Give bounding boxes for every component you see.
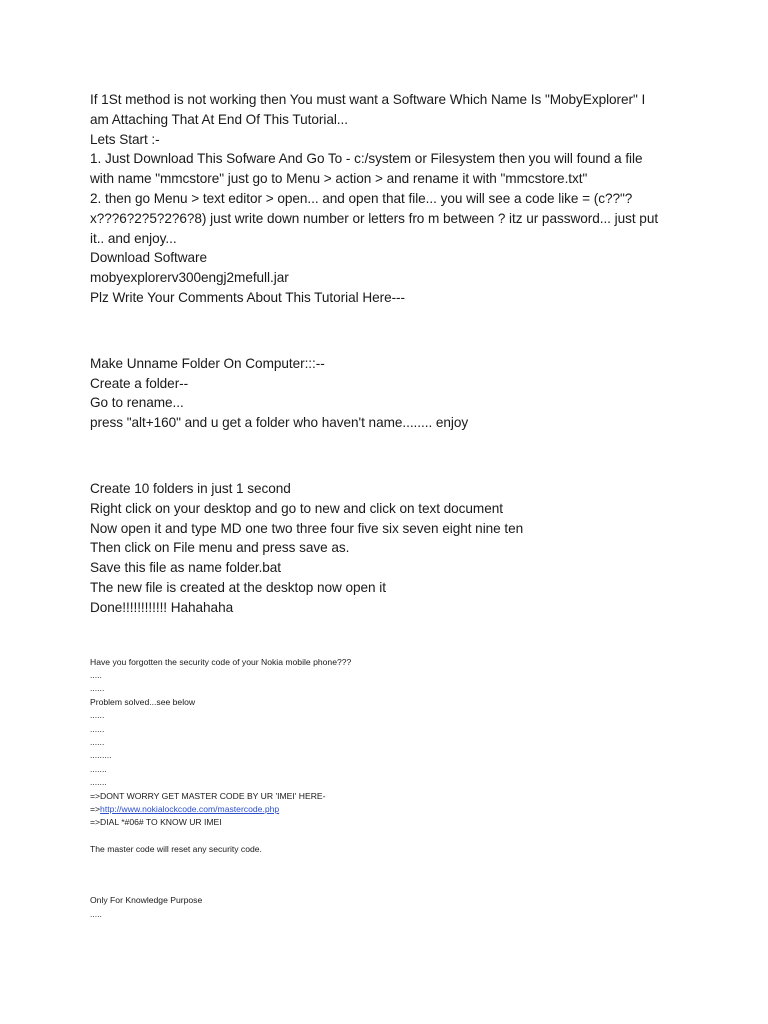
link-prefix: => bbox=[90, 804, 101, 814]
text-line: Now open it and type MD one two three four five six seven eight nine ten bbox=[90, 520, 524, 536]
text-line: 1. Just Download This Sofware And Go To - c:/system or Filesystem then you will found a file bbox=[90, 151, 643, 167]
text-line: 2. then go Menu > text editor > open... and open that file... you will see a code like = (c??"? bbox=[90, 190, 633, 206]
section-unname-folder bbox=[90, 354, 690, 433]
text-line: ...... bbox=[90, 683, 105, 694]
text-line: x???6?2?5?2?6?8) just write down number or letters fro m between ? itz ur password... just put bbox=[90, 210, 659, 226]
text-line: ..... bbox=[90, 669, 102, 680]
spacer bbox=[90, 433, 690, 479]
text-line: Save this file as name folder.bat bbox=[90, 560, 282, 576]
text-line: ...... bbox=[90, 710, 105, 721]
text-line: Lets Start :- bbox=[90, 131, 160, 147]
text-line: ....... bbox=[90, 763, 107, 774]
text-line: Download Software bbox=[90, 250, 208, 266]
link-line bbox=[90, 803, 690, 816]
text-line: Have you forgotten the security code of your Nokia mobile phone??? bbox=[90, 656, 352, 667]
document-page bbox=[90, 90, 690, 921]
master-code-link[interactable]: http://www.nokialockcode.com/mastercode.php bbox=[100, 804, 280, 814]
text-line: ......... bbox=[90, 750, 112, 761]
text-line: The new file is created at the desktop now open it bbox=[90, 579, 386, 595]
section-moby-explorer bbox=[90, 90, 690, 308]
text-line: it.. and enjoy... bbox=[90, 230, 177, 246]
reset-line: The master code will reset any security code. bbox=[90, 843, 262, 854]
text-line: Go to rename... bbox=[90, 395, 184, 411]
section-ten-folders bbox=[90, 479, 690, 618]
text-line: am Attaching That At End Of This Tutorial... bbox=[90, 111, 348, 127]
spacer bbox=[90, 308, 690, 354]
master-code-line: =>DONT WORRY GET MASTER CODE BY UR 'IMEI' HERE- bbox=[90, 790, 326, 801]
text-line: Done!!!!!!!!!!!! Hahahaha bbox=[90, 599, 234, 615]
text-line: ...... bbox=[90, 723, 105, 734]
text-line: press "alt+160" and u get a folder who haven't name........ enjoy bbox=[90, 415, 469, 431]
text-line: Make Unname Folder On Computer:::-- bbox=[90, 355, 325, 371]
text-line: Right click on your desktop and go to new and click on text document bbox=[90, 500, 503, 516]
dial-line: =>DIAL *#06# TO KNOW UR IMEI bbox=[90, 817, 222, 828]
text-line: ...... bbox=[90, 736, 105, 747]
trailing-dots: ..... bbox=[90, 908, 102, 919]
text-line: Problem solved...see below bbox=[90, 696, 196, 707]
spacer bbox=[90, 830, 690, 843]
text-line: ....... bbox=[90, 777, 107, 788]
text-line: Create 10 folders in just 1 second bbox=[90, 480, 291, 496]
text-line: Then click on File menu and press save as. bbox=[90, 540, 350, 556]
text-line: Plz Write Your Comments About This Tutorial Here--- bbox=[90, 289, 406, 305]
text-line: with name "mmcstore" just go to Menu > action > and rename it with "mmcstore.txt" bbox=[90, 171, 588, 187]
text-line: If 1St method is not working then You must want a Software Which Name Is "MobyExplorer" I bbox=[90, 92, 646, 107]
section-nokia-code bbox=[90, 656, 690, 922]
text-line: Create a folder-- bbox=[90, 375, 189, 391]
text-line: mobyexplorerv300engj2mefull.jar bbox=[90, 270, 289, 286]
spacer bbox=[90, 856, 690, 894]
purpose-line: Only For Knowledge Purpose bbox=[90, 895, 203, 906]
